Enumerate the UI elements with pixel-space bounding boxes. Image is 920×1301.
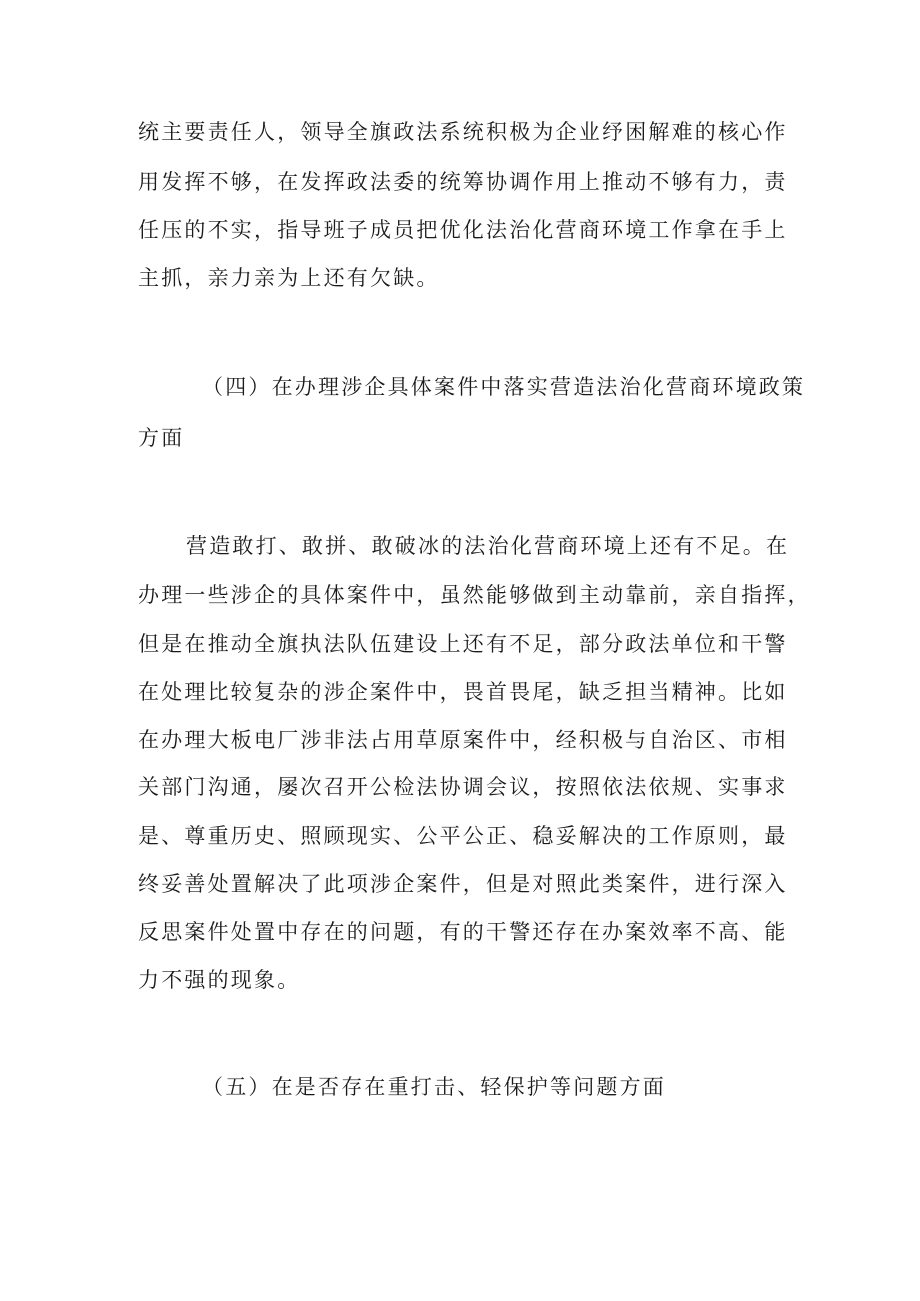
heading-4-line-2: 方面: [138, 426, 185, 450]
paragraph-2-line-6: 关部门沟通，屡次召开公检法协调会议，按照依法依规、实事求: [138, 775, 788, 799]
paragraph-2-line-4: 在处理比较复杂的涉企案件中，畏首畏尾，缺乏担当精神。比如: [138, 680, 788, 704]
paragraph-2-line-5: 在办理大板电厂涉非法占用草原案件中，经积极与自治区、市相: [138, 728, 788, 752]
paragraph-2-line-8: 终妥善处置解决了此项涉企案件，但是对照此类案件，进行深入: [138, 872, 788, 896]
paragraph-1-line-1: 统主要责任人，领导全旗政法系统积极为企业纾困解难的核心作: [138, 120, 788, 144]
paragraph-2-line-10: 力不强的现象。: [138, 968, 301, 992]
paragraph-1-line-2: 用发挥不够，在发挥政法委的统筹协调作用上推动不够有力，责: [138, 170, 788, 194]
paragraph-2-line-2: 办理一些涉企的具体案件中，虽然能够做到主动靠前，亲自指挥，: [138, 583, 811, 607]
paragraph-1-line-3: 任压的不实，指导班子成员把优化法治化营商环境工作拿在手上: [138, 218, 788, 242]
heading-5-line-1: （五）在是否存在重打击、轻保护等问题方面: [202, 1075, 666, 1099]
paragraph-2-line-1: 营造敢打、敢拼、敢破冰的法治化营商环境上还有不足。在: [186, 534, 790, 558]
paragraph-1-line-4: 主抓，亲力亲为上还有欠缺。: [138, 266, 440, 290]
heading-4-line-1: （四）在办理涉企具体案件中落实营造法治化营商环境政策: [202, 375, 806, 399]
paragraph-2-line-7: 是、尊重历史、照顾现实、公平公正、稳妥解决的工作原则，最: [138, 824, 788, 848]
paragraph-2-line-3: 但是在推动全旗执法队伍建设上还有不足，部分政法单位和干警: [138, 632, 788, 656]
paragraph-2-line-9: 反思案件处置中存在的问题，有的干警还存在办案效率不高、能: [138, 920, 788, 944]
